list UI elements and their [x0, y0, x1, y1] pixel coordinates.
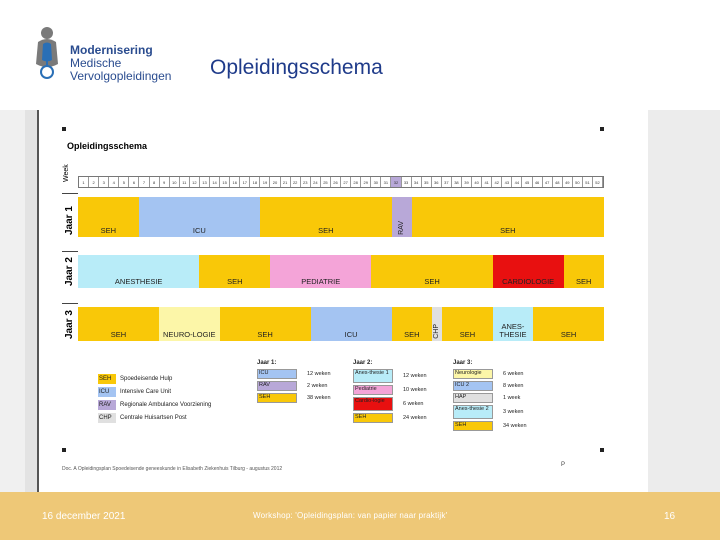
rotation-label: SEH	[110, 330, 127, 339]
legend-item	[98, 400, 211, 410]
scanned-document	[37, 110, 648, 492]
year-table-code: Anes-thesie 1	[353, 369, 393, 383]
week-cell: 16	[230, 177, 240, 187]
rotation-segment	[311, 307, 392, 341]
week-cell: 33	[402, 177, 412, 187]
year-row	[78, 197, 604, 237]
week-cell: 37	[442, 177, 452, 187]
year-table-weeks: 34 weken	[503, 423, 527, 429]
week-cell: 19	[260, 177, 270, 187]
week-cell: 22	[291, 177, 301, 187]
week-cell: 41	[482, 177, 492, 187]
legend-description: Centrale Huisartsen Post	[120, 415, 187, 421]
week-cell: 17	[240, 177, 250, 187]
legend-item	[98, 413, 187, 423]
document-edge	[37, 110, 39, 492]
year-table-weeks: 3 weken	[503, 409, 524, 415]
rotation-label: SEH	[459, 330, 476, 339]
year-table-code: SEH	[353, 413, 393, 423]
year-table-code: HAP	[453, 393, 493, 403]
rotation-segment	[78, 197, 139, 237]
rotation-segment	[392, 197, 412, 237]
rotation-segment	[442, 307, 493, 341]
schedule-title: Opleidingsschema	[67, 141, 148, 151]
rotation-label: SEH	[404, 330, 420, 339]
week-cell: 46	[533, 177, 543, 187]
year-label: Jaar 2	[64, 257, 75, 286]
rotation-label: RAV	[397, 221, 405, 235]
page-mark: P	[561, 462, 566, 468]
corner-mark	[600, 127, 604, 131]
picture-left-strip	[25, 110, 37, 492]
year-label: Jaar 3	[64, 310, 75, 339]
rotation-label: SEH	[227, 277, 243, 286]
week-cell: 11	[180, 177, 190, 187]
year-table-weeks: 38 weken	[307, 395, 331, 401]
week-cell: 39	[462, 177, 472, 187]
slide-title: Opleidingsschema	[210, 56, 383, 79]
rotation-label: ANES-THESIE	[499, 322, 527, 339]
legend-description: Spoedeisende Hulp	[120, 376, 173, 382]
week-cell: 23	[301, 177, 311, 187]
week-cell: 10	[170, 177, 180, 187]
legend-code: ICU	[98, 387, 116, 397]
year-table-code: Cardio-logie	[353, 397, 393, 411]
legend-item	[98, 374, 172, 384]
week-cell: 31	[381, 177, 391, 187]
week-cell: 43	[502, 177, 512, 187]
rotation-segment	[432, 307, 442, 341]
week-cell: 15	[220, 177, 230, 187]
week-cell: 35	[422, 177, 432, 187]
legend-description: Intensive Care Unit	[120, 389, 172, 395]
year-row	[78, 307, 604, 341]
rotation-segment	[199, 255, 270, 288]
rotation-segment	[392, 307, 432, 341]
rotation-segment	[564, 255, 604, 288]
week-cell: 8	[150, 177, 160, 187]
year-table-weeks: 12 weken	[307, 371, 331, 377]
footer-page-number: 16	[664, 511, 676, 522]
week-cell: 5	[119, 177, 129, 187]
week-cell: 49	[563, 177, 573, 187]
logo-line-2: Medische	[70, 56, 122, 70]
week-cell: 27	[341, 177, 351, 187]
legend-item	[98, 387, 171, 397]
week-cell: 45	[522, 177, 532, 187]
year-table-code: Pediatrie	[353, 385, 393, 395]
year-table-code: SEH	[257, 393, 297, 403]
rotation-segment	[78, 255, 199, 288]
year-table-code: ICU	[257, 369, 297, 379]
rotation-label: ICU	[192, 226, 206, 235]
picture-right-strip	[648, 110, 720, 492]
rotation-label: SEH	[500, 226, 516, 235]
rotation-segment	[220, 307, 311, 341]
week-cell: 40	[472, 177, 482, 187]
week-cell: 14	[210, 177, 220, 187]
rotation-segment	[260, 197, 392, 237]
year-table-header: Jaar 1:	[257, 360, 277, 366]
rotation-segment	[78, 307, 159, 341]
week-cell: 44	[512, 177, 522, 187]
week-cell: 30	[371, 177, 381, 187]
year-row	[78, 255, 604, 288]
year-divider	[62, 303, 78, 304]
week-label: Week	[63, 164, 70, 182]
week-cell: 18	[250, 177, 260, 187]
week-cell: 21	[281, 177, 291, 187]
legend-code: CHP	[98, 413, 116, 423]
year-table-weeks: 12 weken	[403, 373, 427, 379]
week-cell: 6	[129, 177, 139, 187]
rotation-segment	[533, 307, 604, 341]
week-cell: 47	[543, 177, 553, 187]
week-cell: 32	[391, 177, 401, 187]
year-table-weeks: 2 weken	[307, 383, 328, 389]
year-table-weeks: 8 weken	[503, 383, 524, 389]
week-cell: 9	[160, 177, 170, 187]
rotation-label: NEURO-LOGIE	[163, 330, 216, 339]
week-cell: 12	[190, 177, 200, 187]
corner-mark	[600, 448, 604, 452]
rotation-label: CHP	[433, 324, 441, 339]
rotation-label: SEH	[100, 226, 117, 235]
rotation-label: PEDIATRIE	[301, 277, 341, 286]
rotation-segment	[270, 255, 371, 288]
week-cell: 42	[492, 177, 502, 187]
week-cell: 50	[573, 177, 583, 187]
year-table-code: Neurologie	[453, 369, 493, 379]
legend-code: RAV	[98, 400, 116, 410]
week-cell: 7	[139, 177, 149, 187]
year-divider	[62, 193, 78, 194]
rotation-label: CARDIOLOGIE	[502, 277, 555, 286]
year-table-header: Jaar 2:	[353, 360, 373, 366]
logo-line-1: Modernisering	[70, 43, 153, 57]
rotation-segment	[159, 307, 220, 341]
week-cell: 2	[89, 177, 99, 187]
legend-code: SEH	[98, 374, 116, 384]
year-table-weeks: 24 weken	[403, 415, 427, 421]
rotation-segment	[371, 255, 492, 288]
rotation-segment	[493, 255, 564, 288]
week-cell: 36	[432, 177, 442, 187]
year-table-weeks: 6 weken	[403, 401, 424, 407]
week-cell: 4	[109, 177, 119, 187]
year-table-header: Jaar 3:	[453, 360, 473, 366]
week-cell: 20	[270, 177, 280, 187]
rotation-label: SEH	[257, 330, 273, 339]
corner-mark	[62, 448, 66, 452]
year-table-weeks: 1 week	[503, 395, 521, 401]
week-cell: 25	[321, 177, 331, 187]
week-cell: 34	[412, 177, 422, 187]
year-table-weeks: 10 weken	[403, 387, 427, 393]
rotation-label: SEH	[576, 277, 592, 286]
rotation-label: ICU	[344, 330, 358, 339]
rotation-label: SEH	[560, 330, 577, 339]
year-table-code: SEH	[453, 421, 493, 431]
corner-mark	[62, 127, 66, 131]
rotation-label: ANESTHESIE	[114, 277, 163, 286]
rotation-label: SEH	[424, 277, 440, 286]
rotation-segment	[139, 197, 260, 237]
week-cell: 28	[351, 177, 361, 187]
document-caption: Doc. A Opleidingsplan Spoedeisende geneeskunde in Elisabeth Ziekenhuis Tilburg - augustus 2012	[62, 466, 283, 472]
week-cell: 3	[99, 177, 109, 187]
year-table-code: Anes-thesie 2	[453, 405, 493, 419]
week-cell: 29	[361, 177, 371, 187]
logo-line-3: Vervolgopleidingen	[70, 69, 172, 83]
logo-text	[70, 44, 171, 83]
footer-date: 16 december 2021	[42, 511, 126, 522]
year-label: Jaar 1	[64, 206, 75, 235]
week-cell: 52	[593, 177, 603, 187]
week-cell: 51	[583, 177, 593, 187]
week-cell: 1	[79, 177, 89, 187]
legend-description: Regionale Ambulance Voorziening	[120, 402, 212, 408]
year-divider	[62, 251, 78, 252]
rotation-segment	[493, 307, 533, 341]
rotation-segment	[412, 197, 604, 237]
footer-workshop: Workshop: 'Opleidingsplan: van papier naar praktijk'	[253, 511, 448, 520]
rotation-label: SEH	[318, 226, 334, 235]
week-cell: 48	[553, 177, 563, 187]
week-cell: 24	[311, 177, 321, 187]
week-row	[78, 176, 604, 188]
week-cell: 26	[331, 177, 341, 187]
week-cell: 38	[452, 177, 462, 187]
week-cell: 13	[200, 177, 210, 187]
year-table-code: RAV	[257, 381, 297, 391]
year-table-weeks: 6 weken	[503, 371, 524, 377]
year-table-code: ICU 2	[453, 381, 493, 391]
